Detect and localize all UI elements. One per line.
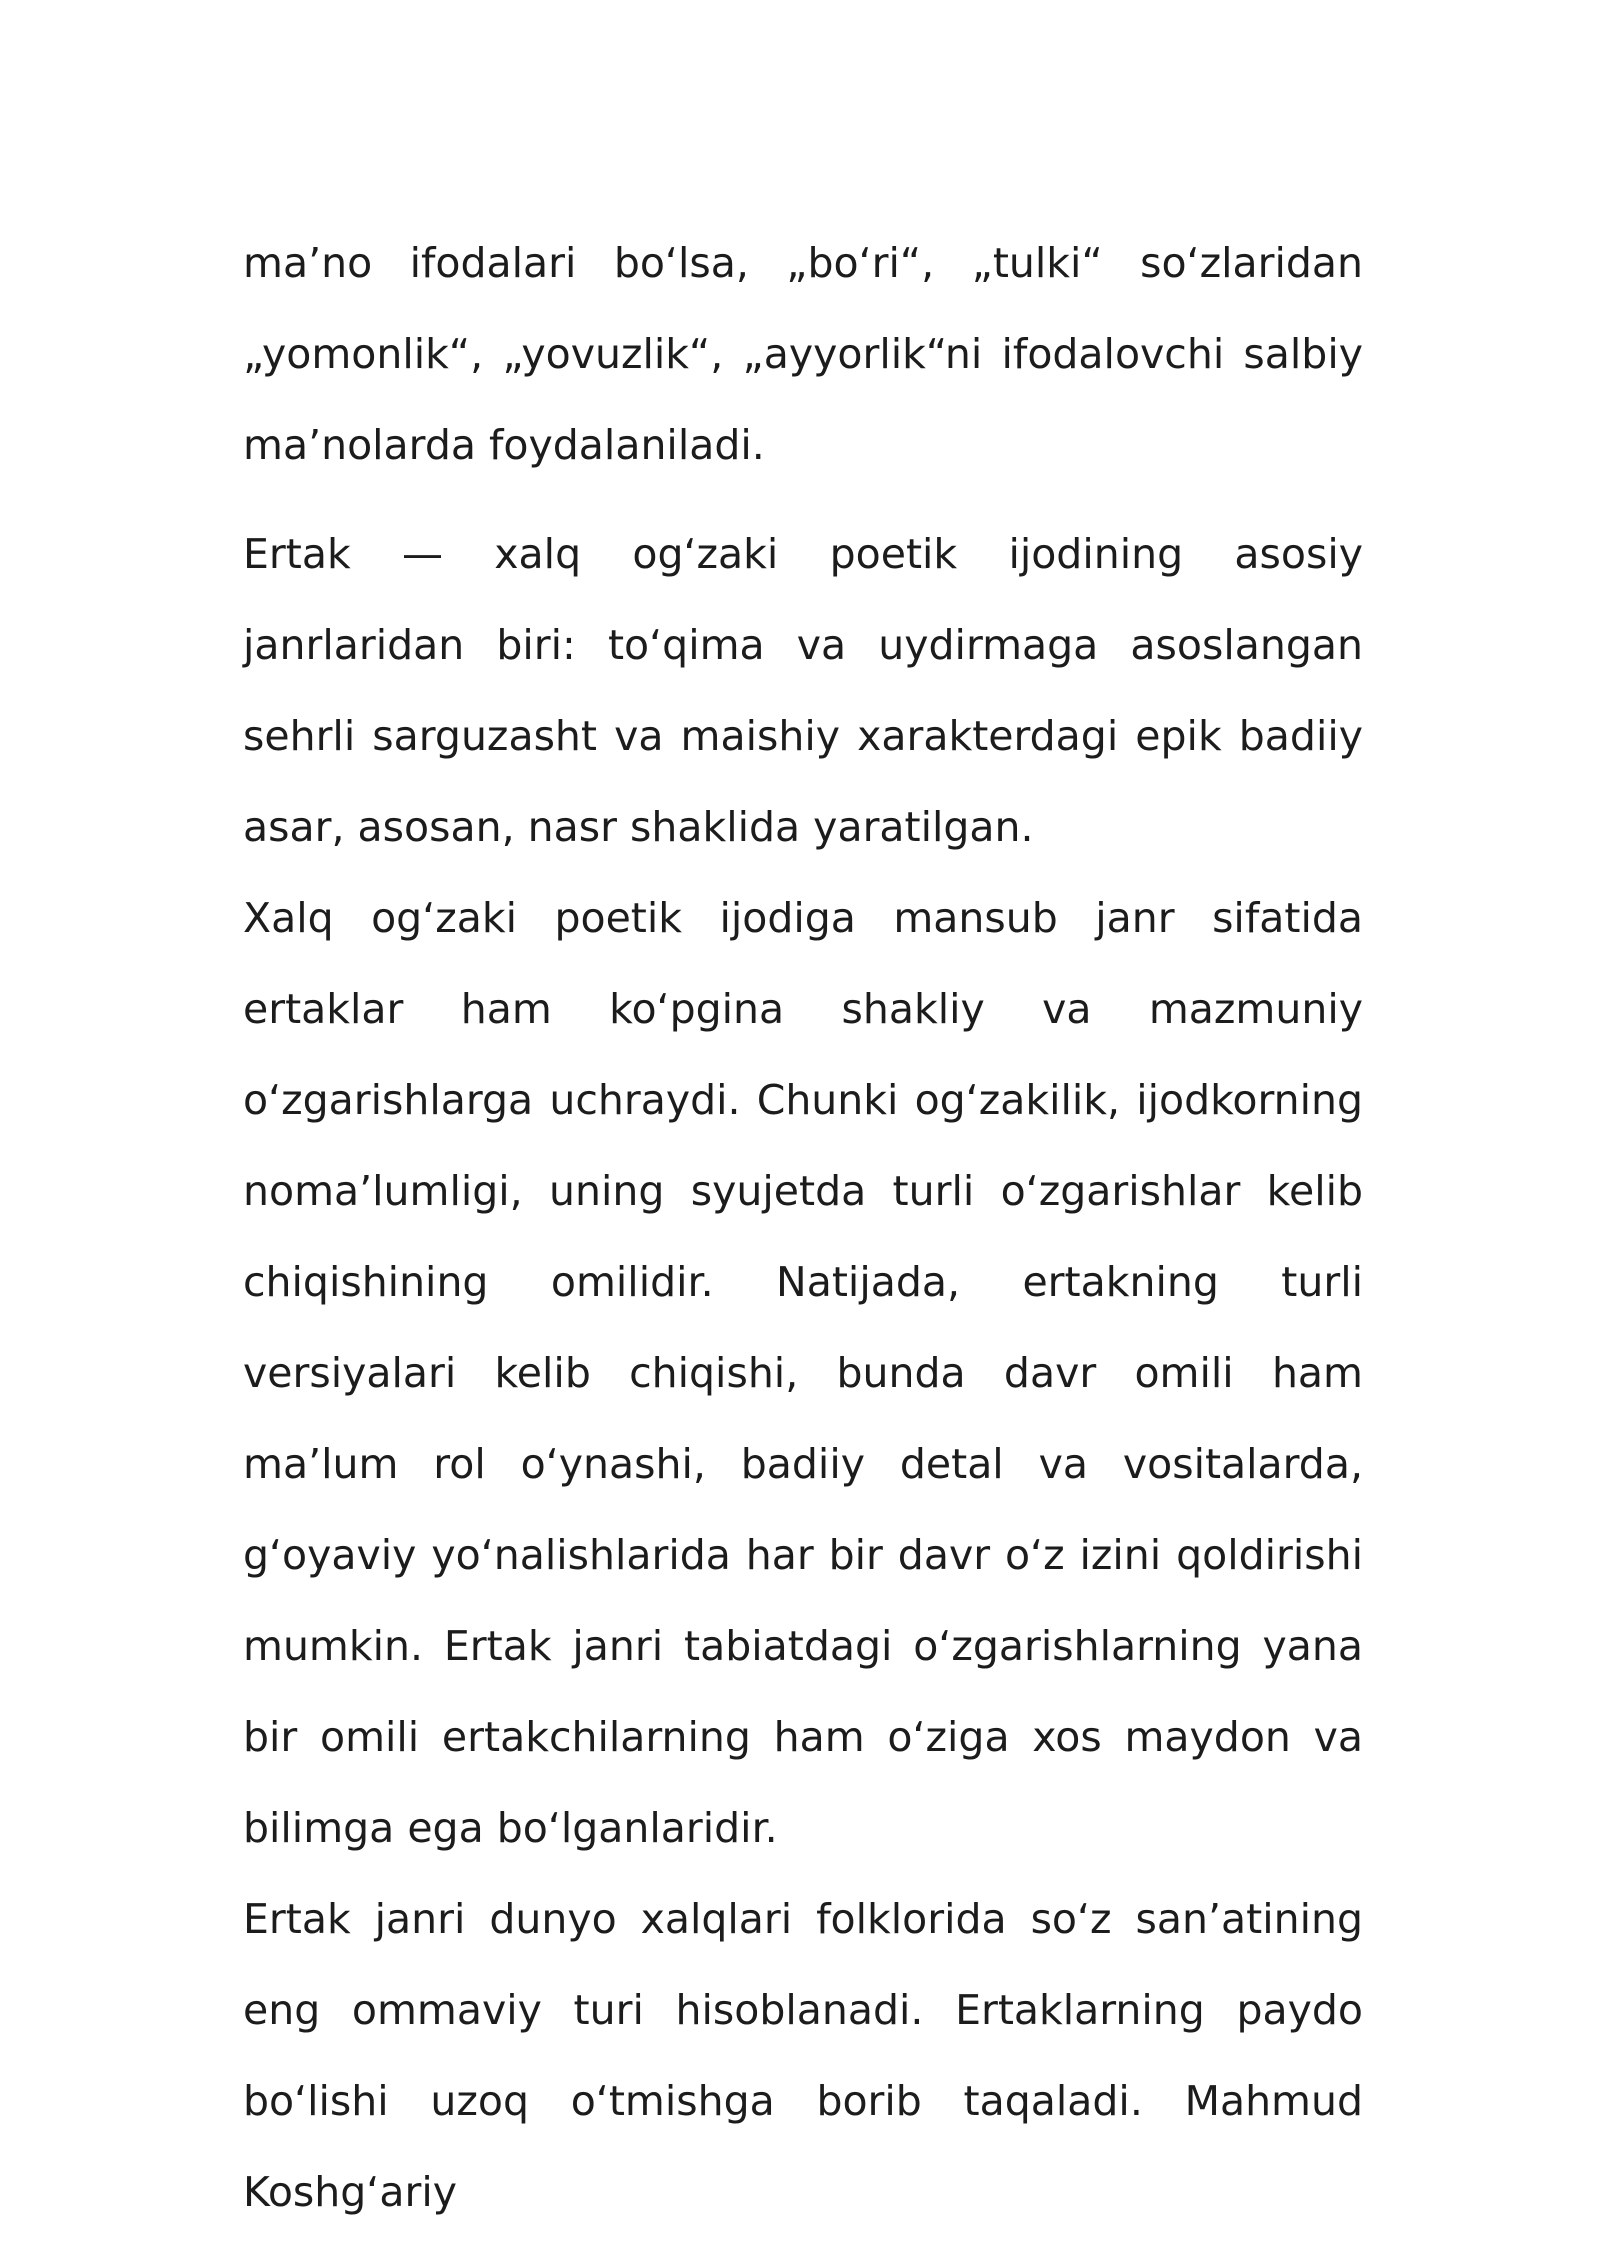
paragraph-2: Ertak — xalq og‘zaki poetik ijodining asosiy janrlaridan biri: to‘qima va uydirmaga asoslangan sehrli sarguzasht va maishiy xarakterdagi epik badiiy asar, asosan, nasr shaklida yaratilgan. <box>243 530 1363 851</box>
document-page <box>243 218 1363 2238</box>
paragraph-3: Xalq og‘zaki poetik ijodiga mansub janr sifatida ertaklar ham ko‘pgina shakliy va mazmuniy o‘zgarishlarga uchraydi. Chunki og‘zakilik, ijodkorning noma’lumligi, uning syujetda turli o‘zgarishlar kelib chiqishining omilidir. Natijada, ertakning turli versiyalari kelib chiqishi, bunda davr omili ham ma’lum rol o‘ynashi, badiiy detal va vositalarda, g‘oyaviy yo‘nalishlarida har bir davr o‘z izini qoldirishi mumkin. Ertak janri tabiatdagi o‘zgarishlarning yana bir omili ertakchilarning ham o‘ziga xos maydon va bilimga ega bo‘lganlaridir. <box>243 894 1363 1852</box>
paragraph-4: Ertak janri dunyo xalqlari folklorida so‘z san’atining eng ommaviy turi hisoblanadi. Ertaklarning paydo bo‘lishi uzoq o‘tmishga borib taqaladi. Mahmud Koshg‘ariy <box>243 1895 1363 2216</box>
paragraph-1: ma’no ifodalari bo‘lsa, „bo‘ri“, „tulki“ so‘zlaridan „yomonlik“, „yovuzlik“, „ayyorlik“ni ifodalovchi salbiy ma’nolarda foydalaniladi. <box>243 239 1363 469</box>
